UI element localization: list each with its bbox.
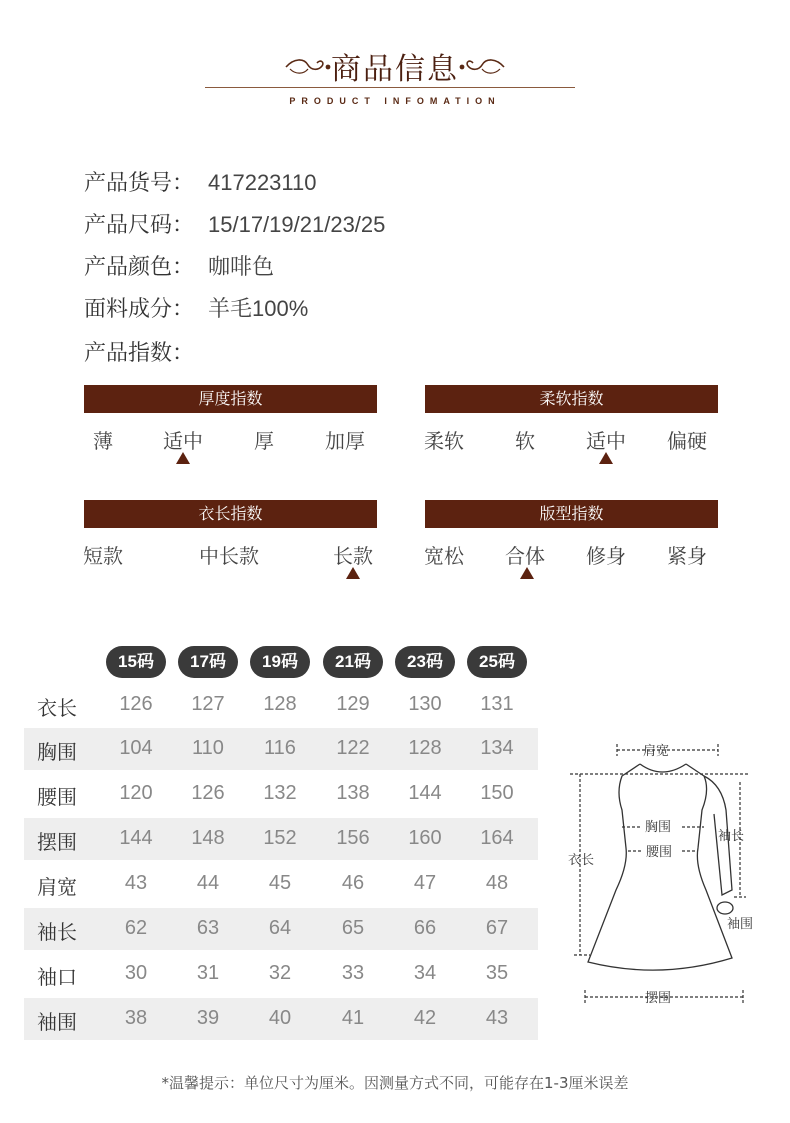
size-header-pill: 21码: [323, 646, 383, 678]
table-cell: 62: [124, 917, 148, 939]
table-cell: 160: [408, 827, 442, 849]
size-header-pill: 23码: [395, 646, 455, 678]
row-label: 袖长: [37, 920, 77, 944]
table-cell: 43: [124, 872, 148, 894]
table-cell: 138: [336, 782, 370, 804]
info-value: 417223110: [208, 170, 317, 195]
fit-option: 修身: [586, 544, 626, 568]
table-cell: 45: [268, 872, 292, 894]
row-label: 摆围: [37, 830, 77, 854]
fit-option: 紧身: [667, 544, 707, 568]
size-header-pill: 19码: [250, 646, 310, 678]
row-label: 腰围: [37, 785, 77, 809]
table-cell: 132: [263, 782, 297, 804]
table-cell: 148: [191, 827, 225, 849]
table-cell: 144: [408, 782, 442, 804]
page-subtitle: PRODUCT INFOMATION: [289, 96, 501, 106]
table-row: [24, 684, 538, 726]
info-value: 羊毛100%: [208, 296, 309, 321]
table-cell: 39: [196, 1007, 220, 1029]
info-row-color: [84, 250, 274, 280]
table-cell: 38: [124, 1007, 148, 1029]
diagram-label: 袖长: [718, 829, 745, 844]
table-row: [24, 863, 538, 905]
diagram-label: 衣长: [568, 853, 595, 868]
table-row: [24, 773, 538, 815]
table-cell: 152: [263, 827, 297, 849]
measurement-note: *温馨提示：单位尺寸为厘米。因测量方式不同，可能存在1-3厘米误差: [161, 1074, 629, 1092]
thickness-option: 厚: [254, 429, 274, 453]
table-cell: 128: [263, 693, 297, 715]
diagram-label: 胸围: [645, 820, 672, 835]
table-cell: 120: [119, 782, 153, 804]
dress-measurement-diagram: [560, 730, 770, 1015]
fit-option: 合体: [505, 544, 545, 568]
table-cell: 47: [413, 872, 437, 894]
table-cell: 150: [480, 782, 514, 804]
row-label: 肩宽: [37, 875, 77, 899]
fit-option: 宽松: [424, 544, 464, 568]
info-label: 产品指数：: [84, 341, 195, 366]
right-flourish-icon: [458, 56, 506, 78]
info-row-fabric: [84, 292, 308, 322]
table-cell: 110: [192, 737, 224, 759]
table-cell: 134: [480, 737, 514, 759]
table-cell: 122: [336, 737, 370, 759]
title-divider: [205, 87, 575, 88]
table-cell: 46: [341, 872, 365, 894]
table-cell: 128: [408, 737, 442, 759]
table-row: [24, 998, 538, 1040]
info-label: 产品颜色：: [84, 255, 195, 280]
softness-option: 软: [515, 429, 535, 453]
table-row: [24, 908, 538, 950]
softness-index-bar: 柔软指数: [425, 385, 718, 413]
diagram-label: 肩宽: [643, 744, 670, 759]
softness-option: 柔软: [424, 429, 464, 453]
table-cell: 65: [341, 917, 365, 939]
table-row: [24, 818, 538, 860]
row-label: 袖口: [37, 965, 77, 989]
thickness-option: 适中: [163, 429, 203, 453]
row-label: 袖围: [37, 1010, 77, 1034]
table-cell: 30: [124, 962, 148, 984]
table-cell: 64: [268, 917, 292, 939]
table-cell: 116: [264, 737, 296, 759]
length-option: 短款: [83, 544, 123, 568]
info-label: 产品尺码：: [84, 213, 195, 238]
table-cell: 48: [485, 872, 509, 894]
table-cell: 104: [119, 737, 153, 759]
table-row: [24, 728, 538, 770]
table-cell: 32: [268, 962, 292, 984]
thickness-index-bar: 厚度指数: [84, 385, 377, 413]
fit-index-bar: 版型指数: [425, 500, 718, 528]
table-cell: 40: [268, 1007, 292, 1029]
softness-option: 偏硬: [667, 429, 707, 453]
fit-selected-marker-icon: [520, 567, 534, 579]
info-value: 15/17/19/21/23/25: [208, 212, 386, 237]
table-cell: 66: [413, 917, 437, 939]
length-selected-marker-icon: [346, 567, 360, 579]
table-cell: 126: [191, 782, 225, 804]
info-label: 面料成分：: [84, 297, 195, 322]
info-row-sizes: [84, 208, 385, 238]
table-cell: 126: [119, 693, 153, 715]
table-cell: 35: [485, 962, 509, 984]
table-cell: 156: [336, 827, 370, 849]
table-cell: 129: [336, 693, 370, 715]
thickness-selected-marker-icon: [176, 452, 190, 464]
table-cell: 44: [196, 872, 220, 894]
info-label: 产品货号：: [84, 171, 195, 196]
thickness-option: 加厚: [325, 429, 365, 453]
row-label: 衣长: [37, 696, 77, 720]
table-cell: 131: [480, 693, 514, 715]
table-cell: 130: [408, 693, 442, 715]
softness-option: 适中: [586, 429, 626, 453]
size-header-pill: 25码: [467, 646, 527, 678]
diagram-label: 腰围: [646, 845, 673, 860]
size-header-pill: 17码: [178, 646, 238, 678]
row-label: 胸围: [37, 740, 77, 764]
page-title: 商品信息: [331, 52, 459, 87]
table-cell: 67: [485, 917, 509, 939]
diagram-label: 袖围: [727, 917, 754, 932]
diagram-label: 摆围: [645, 991, 672, 1006]
length-option: 中长款: [199, 544, 259, 568]
table-cell: 63: [196, 917, 220, 939]
table-cell: 144: [119, 827, 153, 849]
info-row-item-no: [84, 166, 317, 196]
softness-selected-marker-icon: [599, 452, 613, 464]
size-header-pill: 15码: [106, 646, 166, 678]
table-cell: 42: [413, 1007, 437, 1029]
table-row: [24, 953, 538, 995]
table-cell: 31: [196, 962, 220, 984]
length-index-bar: 衣长指数: [84, 500, 377, 528]
info-row-index: [84, 336, 208, 366]
table-cell: 34: [413, 962, 437, 984]
info-value: 咖啡色: [208, 254, 275, 279]
table-cell: 41: [341, 1007, 365, 1029]
table-cell: 33: [341, 962, 365, 984]
table-cell: 43: [485, 1007, 509, 1029]
length-option: 长款: [333, 544, 373, 568]
table-cell: 164: [480, 827, 514, 849]
table-cell: 127: [191, 693, 225, 715]
thickness-option: 薄: [93, 429, 113, 453]
